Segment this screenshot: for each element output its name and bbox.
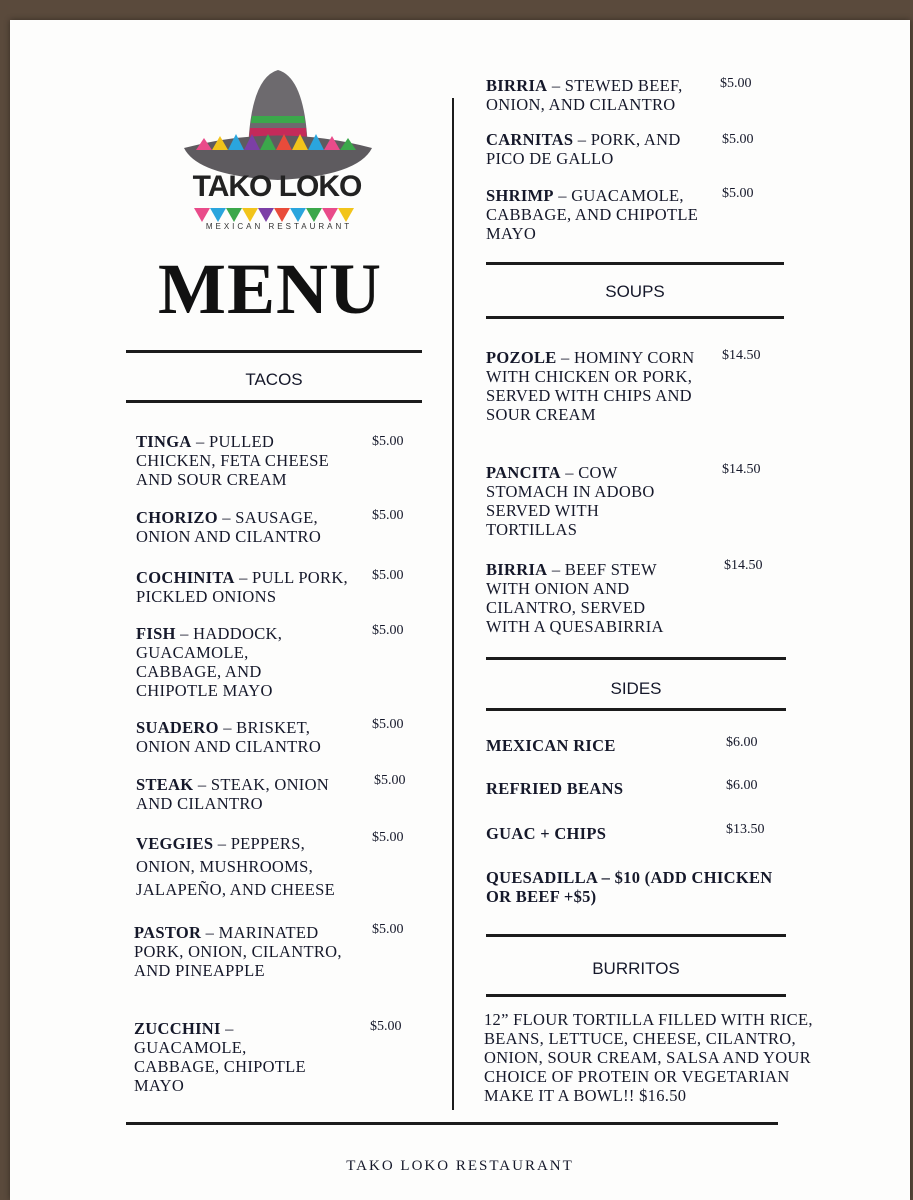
menu-item-fish: FISH – HADDOCK, GUACAMOLE, CABBAGE, AND CHIPOTLE MAYO <box>136 624 283 700</box>
price-pastor: $5.00 <box>372 922 404 937</box>
menu-title: MENU <box>158 249 382 329</box>
price-fish: $5.00 <box>372 623 404 638</box>
menu-item-zucchini: ZUCCHINI – GUACAMOLE, CABBAGE, CHIPOTLE MAYO <box>134 1019 306 1095</box>
footer-divider <box>126 1122 778 1125</box>
sombrero-logo-icon <box>178 68 378 268</box>
price-chorizo: $5.00 <box>372 508 404 523</box>
menu-item-steak: STEAK – STEAK, ONION AND CILANTRO <box>136 775 330 813</box>
menu-item-cochinita: COCHINITA – PULL PORK, PICKLED ONIONS <box>136 568 348 606</box>
menu-item-carnitas: CARNITAS – PORK, AND PICO DE GALLO <box>486 130 681 168</box>
divider <box>486 316 784 319</box>
price-tinga: $5.00 <box>372 434 404 449</box>
price-birria-soup: $14.50 <box>724 558 763 573</box>
section-heading-sides: SIDES <box>610 679 662 698</box>
logo-tagline: MEXICAN RESTAURANT <box>205 222 353 231</box>
section-heading-burritos: BURRITOS <box>592 959 680 978</box>
menu-item-veggies: VEGGIES – PEPPERS, ONION, MUSHROOMS, JALAPEÑO, AND CHEESE <box>136 834 335 899</box>
section-heading-tacos: TACOS <box>245 370 303 389</box>
price-guac-chips: $13.50 <box>726 822 765 837</box>
menu-item-refried-beans: REFRIED BEANS <box>486 779 624 798</box>
menu-item-quesadilla: QUESADILLA – $10 (ADD CHICKEN OR BEEF +$5) <box>486 868 773 906</box>
price-steak: $5.00 <box>374 773 406 788</box>
logo-brand-name: TAKO LOKO <box>192 170 362 203</box>
menu-item-shrimp: SHRIMP – GUACAMOLE, CABBAGE, AND CHIPOTLE MAYO <box>486 186 699 243</box>
price-carnitas: $5.00 <box>722 132 754 147</box>
price-shrimp: $5.00 <box>722 186 754 201</box>
menu-item-guac-chips: GUAC + CHIPS <box>486 824 607 843</box>
price-refried-beans: $6.00 <box>726 778 758 793</box>
menu-item-mexican-rice: MEXICAN RICE <box>486 736 616 755</box>
menu-item-birria-taco: BIRRIA – STEWED BEEF, ONION, AND CILANTRO <box>486 76 683 114</box>
price-cochinita: $5.00 <box>372 568 404 583</box>
menu-item-chorizo: CHORIZO – SAUSAGE, ONION AND CILANTRO <box>136 508 322 546</box>
divider <box>486 262 784 265</box>
divider <box>486 657 786 660</box>
column-divider <box>452 98 454 1110</box>
menu-item-pastor: PASTOR – MARINATED PORK, ONION, CILANTRO, AND PINEAPPLE <box>134 923 342 980</box>
menu-page <box>10 20 910 1200</box>
divider <box>126 350 422 353</box>
menu-item-suadero: SUADERO – BRISKET, ONION AND CILANTRO <box>136 718 322 756</box>
price-birria-taco: $5.00 <box>720 76 752 91</box>
menu-item-pancita: PANCITA – COW STOMACH IN ADOBO SERVED WITH TORTILLAS <box>486 463 655 539</box>
price-pozole: $14.50 <box>722 348 761 363</box>
price-suadero: $5.00 <box>372 717 404 732</box>
menu-item-birria-soup: BIRRIA – BEEF STEW WITH ONION AND CILANTRO, SERVED WITH A QUESABIRRIA <box>486 560 664 636</box>
divider <box>486 708 786 711</box>
section-heading-soups: SOUPS <box>605 282 665 301</box>
price-veggies: $5.00 <box>372 830 404 845</box>
burrito-description: 12” FLOUR TORTILLA FILLED WITH RICE, BEANS, LETTUCE, CHEESE, CILANTRO, ONION, SOUR CREAM, SALSA AND YOUR CHOICE OF PROTEIN OR VEGETARIAN MAKE IT A BOWL!! $16.50 <box>484 1010 813 1105</box>
divider <box>486 994 786 997</box>
menu-item-tinga: TINGA – PULLED CHICKEN, FETA CHEESE AND SOUR CREAM <box>136 432 330 489</box>
price-zucchini: $5.00 <box>370 1019 402 1034</box>
footer-restaurant-name: TAKO LOKO RESTAURANT <box>346 1158 574 1174</box>
price-mexican-rice: $6.00 <box>726 735 758 750</box>
divider <box>486 934 786 937</box>
menu-item-pozole: POZOLE – HOMINY CORN WITH CHICKEN OR PORK, SERVED WITH CHIPS AND SOUR CREAM <box>486 348 695 424</box>
divider <box>126 400 422 403</box>
price-pancita: $14.50 <box>722 462 761 477</box>
